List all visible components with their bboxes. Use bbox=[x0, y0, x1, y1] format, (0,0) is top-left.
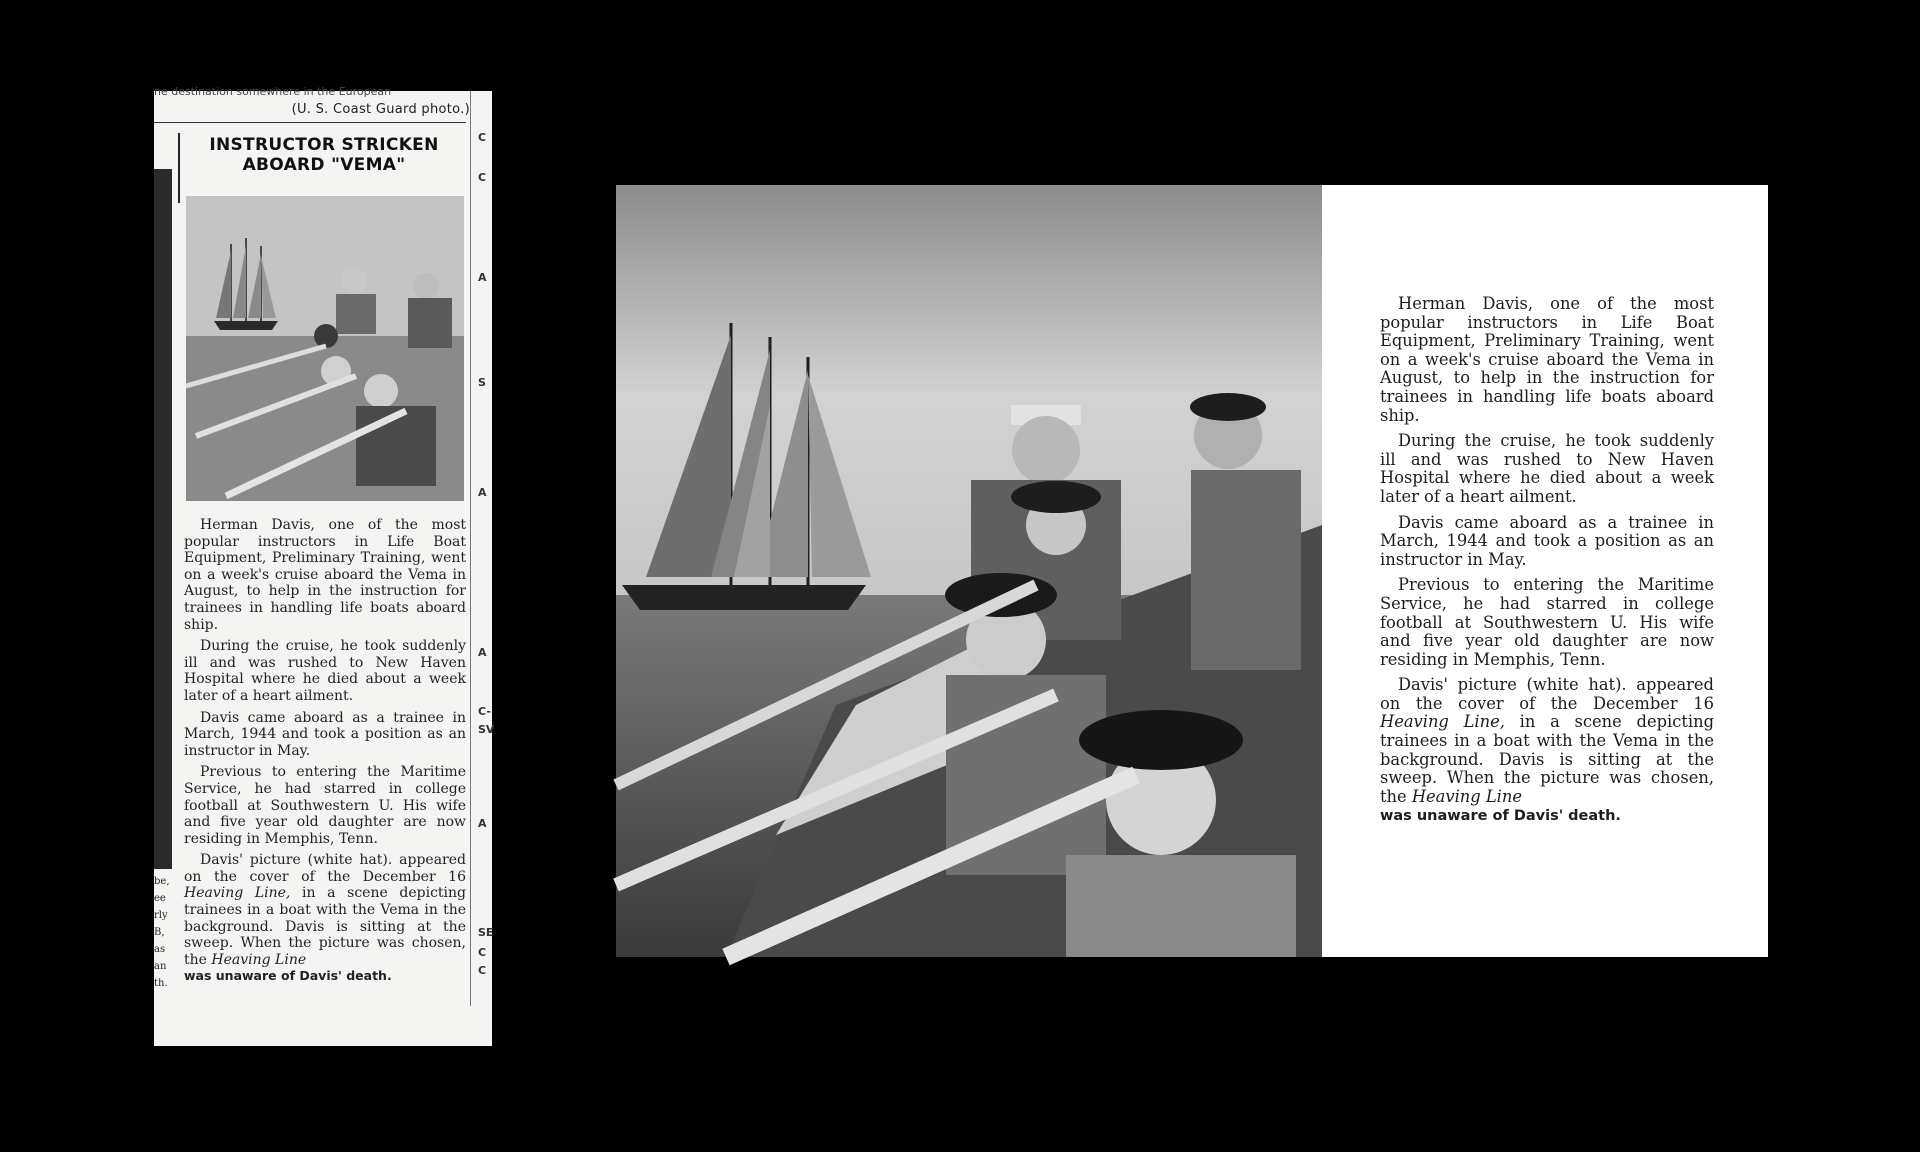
column-fragment: A bbox=[478, 817, 487, 830]
spread-photo bbox=[616, 185, 1322, 957]
text-run: Davis' picture (white hat). appeared on the cover of the December 16 bbox=[184, 852, 466, 885]
paragraph: Previous to entering the Maritime Service, he had starred in college football at Southwestern U. His wife and five year old daughter are now residing in Memphis, Tenn. bbox=[1380, 575, 1714, 669]
cut-caption bbox=[154, 85, 474, 121]
column-fragment: as bbox=[154, 944, 166, 955]
column-fragment: SE bbox=[478, 926, 494, 939]
column-fragment: rly bbox=[154, 910, 168, 921]
column-fragment: B, bbox=[154, 927, 165, 938]
paragraph: Davis came aboard as a trainee in March, 1944 and took a position as an instructor in May. bbox=[184, 709, 466, 759]
column-fragment: A bbox=[478, 646, 487, 659]
photo-credit: (U. S. Coast Guard photo.) bbox=[291, 102, 470, 117]
column-divider bbox=[470, 91, 471, 1006]
column-fragment: A bbox=[478, 486, 487, 499]
left-column-fragments bbox=[154, 873, 174, 992]
publication-name: Heaving Line, bbox=[1380, 712, 1505, 732]
column-fragment: A bbox=[478, 271, 487, 284]
paragraph: During the cruise, he took suddenly ill and was rushed to New Haven Hospital where he died about a week later of a heart ailment. bbox=[184, 638, 466, 704]
text-run: Davis' picture (white hat). appeared on the cover of the December 16 bbox=[1380, 675, 1714, 713]
last-line: was unaware of Davis' death. bbox=[1380, 808, 1621, 825]
paragraph: Previous to entering the Maritime Service, he had starred in college football at Southwestern U. His wife and five year old daughter are now residing in Memphis, Tenn. bbox=[184, 764, 466, 847]
column-fragment: C bbox=[478, 131, 487, 144]
headline-line-1: INSTRUCTOR STRICKEN bbox=[209, 135, 439, 155]
paragraph bbox=[184, 852, 466, 985]
column-fragment: C bbox=[478, 964, 487, 977]
column-fragment: SV bbox=[478, 723, 495, 736]
publication-name: Heaving Line, bbox=[184, 885, 291, 902]
column-fragment: S bbox=[478, 376, 486, 389]
publication-name: Heaving Line bbox=[1411, 786, 1523, 806]
spread-article bbox=[1380, 295, 1714, 833]
text-run: in a scene depicting trainees in a boat with the Vema in the background. Davis is sitting at the sweep. When the picture was chosen, the bbox=[184, 885, 466, 968]
schooner-and-lifeboat-photo-icon bbox=[616, 185, 1322, 957]
column-fragment: ee bbox=[154, 893, 166, 904]
adjacent-clipping-edge bbox=[154, 169, 172, 869]
clipping-photo bbox=[186, 196, 464, 501]
paragraph: Herman Davis, one of the most popular instructors in Life Boat Equipment, Preliminary Training, went on a week's cruise aboard the Vema in August, to help in the instruction for trainees in handling life boats aboard ship. bbox=[184, 517, 466, 633]
column-fragment: C- bbox=[478, 705, 491, 718]
headline-bar bbox=[178, 133, 180, 203]
paragraph bbox=[1380, 676, 1714, 826]
paragraph: During the cruise, he took suddenly ill and was rushed to New Haven Hospital where he died about a week later of a heart ailment. bbox=[1380, 431, 1714, 506]
column-fragment: be, bbox=[154, 876, 170, 887]
restored-spread bbox=[616, 185, 1768, 957]
headline bbox=[184, 135, 464, 175]
headline-line-2: ABOARD "VEMA" bbox=[242, 155, 406, 175]
adjacent-column-fragments bbox=[478, 91, 498, 991]
last-line: was unaware of Davis' death. bbox=[184, 968, 392, 984]
clipping-article bbox=[184, 517, 466, 990]
paragraph: Herman Davis, one of the most popular instructors in Life Boat Equipment, Preliminary Training, went on a week's cruise aboard the Vema in August, to help in the instruction for trainees in handling life boats aboard ship. bbox=[1380, 294, 1714, 425]
cut-caption-line: ne destination somewhere in the European bbox=[154, 85, 392, 98]
column-fragment: th. bbox=[154, 978, 168, 989]
column-fragment: C bbox=[478, 946, 487, 959]
column-fragment: an bbox=[154, 961, 167, 972]
schooner-and-lifeboat-photo-icon bbox=[186, 196, 464, 501]
paragraph: Davis came aboard as a trainee in March, 1944 and took a position as an instructor in May. bbox=[1380, 512, 1714, 569]
column-fragment: C bbox=[478, 171, 487, 184]
newspaper-clipping bbox=[154, 85, 495, 1046]
text-run: in a scene depicting trainees in a boat with the Vema in the background. Davis is sitting at the sweep. When the picture was chosen, the bbox=[1380, 712, 1714, 806]
divider bbox=[154, 122, 466, 123]
publication-name: Heaving Line bbox=[211, 951, 307, 968]
